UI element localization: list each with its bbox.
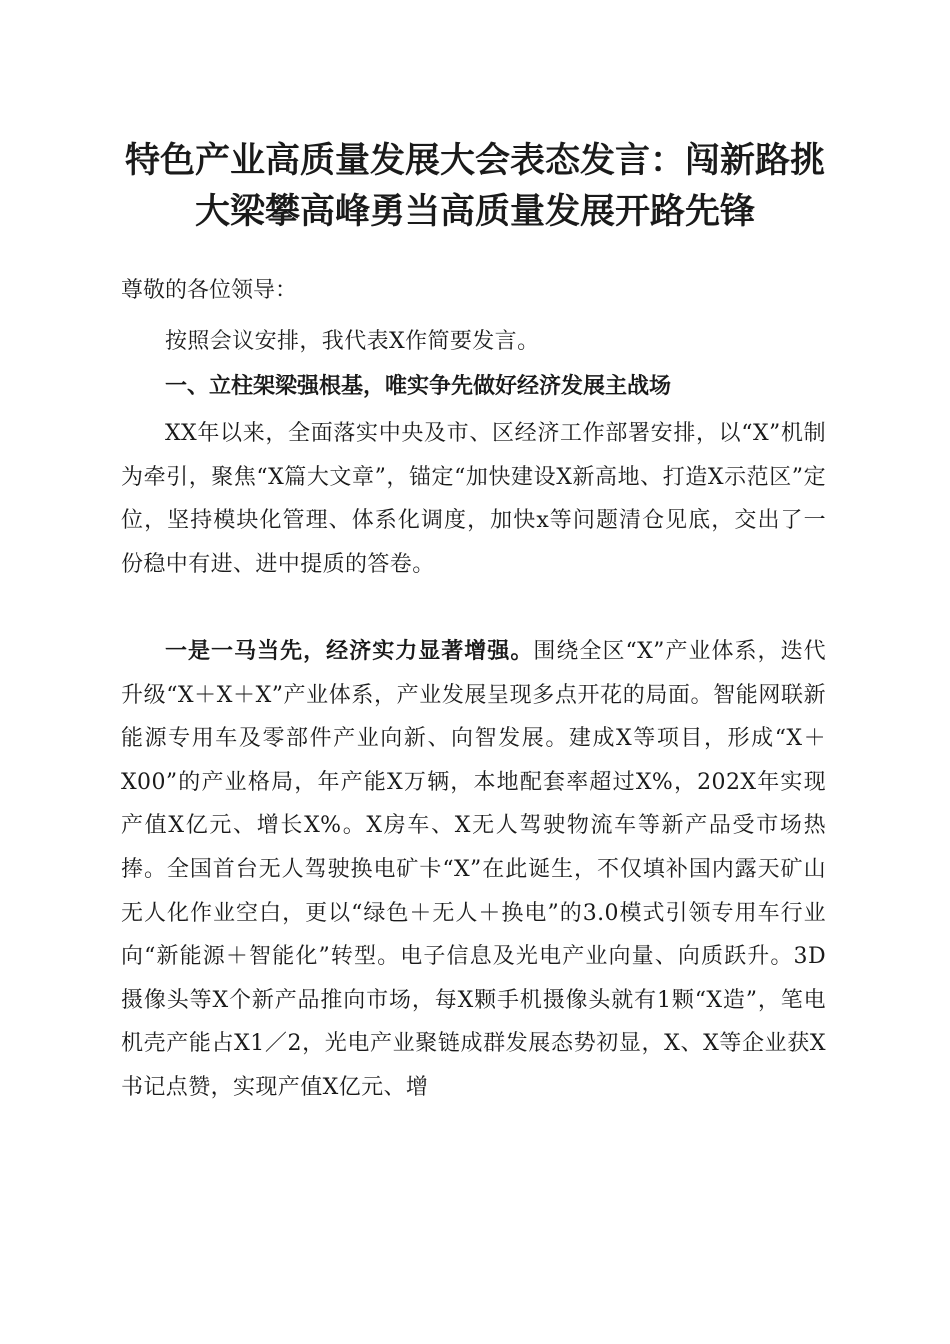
- paragraph-2-body: 围绕全区“X”产业体系，迭代升级“X＋X＋X”产业体系，产业发展呈现多点开花的局面。智能网联新能源专用车及零部件产业向新、向智发展。建成X等项目，形成“X＋X00”的产业格局，年产能X万辆，本地配套率超过X%，202X年实现产值X亿元、增长X%。X房车、X无人驾驶物流车等新产品受市场热捧。全国首台无人驾驶换电矿卡“X”在此诞生，不仅填补国内露天矿山无人化作业空白，更以“绿色＋无人＋换电”的3.0模式引领专用车行业向“新能源＋智能化”转型。电子信息及光电产业向量、向质跃升。3D摄像头等X个新产品推向市场，每X颗手机摄像头就有1颗“X造”，笔电机壳产能占X1／2，光电产业聚链成群发展态势初显，X、X等企业获X书记点赞，实现产值X亿元、增: [121, 639, 826, 1100]
- paragraph-2-lead: 一是一马当先，经济实力显著增强。: [165, 639, 534, 664]
- salutation: 尊敬的各位领导：: [121, 278, 298, 303]
- document-title-line-2: 大梁攀高峰勇当高质量发展开路先锋: [194, 191, 755, 232]
- paragraph-1: XX年以来，全面落实中央及市、区经济工作部署安排，以“X”机制为牵引，聚焦“X篇大文章”，锚定“加快建设X新高地、打造X示范区”定位，坚持模块化管理、体系化调度，加快x等问题清仓见底，交出了一份稳中有进、进中提质的答卷。: [121, 421, 826, 577]
- paragraph-2: [121, 630, 826, 1110]
- intro-paragraph: 按照会议安排，我代表X作简要发言。: [165, 329, 540, 354]
- section-1-heading: 一、立柱架梁强根基，唯实争先做好经济发展主战场: [165, 374, 672, 399]
- document-title-line-1: 特色产业高质量发展大会表态发言：闯新路挑: [124, 140, 825, 181]
